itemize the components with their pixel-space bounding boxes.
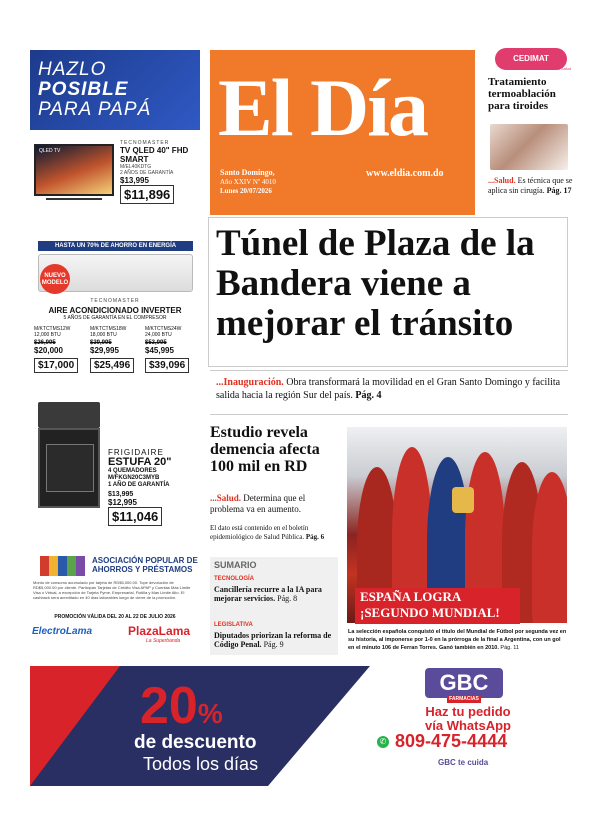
main-page: Pág. 4 (352, 390, 382, 401)
sumario-page: Pág. 9 (261, 640, 284, 649)
discount-ad (30, 666, 370, 786)
stove-model: M/FKGN20C3MYB (108, 475, 160, 481)
ac-model: M/KTCTMS24W (145, 326, 182, 332)
new-model-badge: NUEVO MODELO (40, 264, 70, 294)
photo-cutline-text: La selección española conquistó el título del Mundial de Fútbol por segunda vez en su historia, al imponerse por 1-0 en la prórroga de la final a Argentina, con un gol en el minuto 106 de Ferran Torres. Ganó también en 2010. (348, 629, 567, 651)
sumario-section: TECNOLOGÍA (214, 576, 254, 582)
tv-stand (46, 196, 102, 200)
plazalama-logo: PlazaLama (128, 624, 191, 638)
estudio-deck-text: Determina que el problema va en aumento. (210, 493, 306, 514)
ac-now-price: $29,995 (90, 346, 119, 355)
masthead (210, 50, 475, 215)
gbc-line-1: Haz tu pedido (425, 704, 511, 719)
ac-subtitle: 5 AÑOS DE GARANTÍA EN EL COMPRESOR (63, 315, 167, 321)
tv-model: M/EL40KDTG (120, 164, 152, 170)
ac-btu: 24,000 BTU (145, 332, 172, 338)
estudio-page: Pág. 6 (304, 533, 325, 541)
cedimat-headline: Tratamiento termoablación para tiroides (488, 76, 556, 112)
gbc-phone: 809-475-4444 (395, 731, 508, 751)
photo-cutline (348, 628, 568, 652)
cedimat-kicker: ...Salud. (488, 176, 516, 185)
tv-price-new: $11,896 (120, 185, 174, 204)
gbc-logo: GBC (425, 668, 503, 698)
promo-line-3: PARA PAPÁ (38, 99, 152, 120)
sponsor-legal: Monto de consumo acumulado por tarjeta de RD$5,000.00. Tope devolución de RD$5,000.00 por cliente. Participan Tarjetas de Crédito Visa APAP y Cuentas Más Limite Visa o Virtual, a excepción de Tarjeta Pyme, Empresarial, Flotilla y Mas Limite Alto. El cashback será acreditado en 40 días laborables luego de cierre de la promoción. (33, 580, 191, 600)
stove-price-old: $13,995 (108, 491, 134, 498)
ac-brand: TECNOMASTER (90, 298, 140, 304)
tv-screen-label: QLED TV (39, 148, 61, 154)
cedimat-photo (490, 124, 568, 170)
ac-model: M/KTCTMS12W (34, 326, 71, 332)
photo-caption-line-1: ESPAÑA LOGRA (360, 589, 462, 604)
tv-ad (30, 138, 200, 218)
card-logos (40, 556, 85, 576)
stove-burners: 4 QUEMADORES (108, 468, 157, 474)
sumario-headline (214, 585, 336, 603)
plazalama-tagline: La Superbanda (146, 638, 181, 644)
ac-model: M/KTCTMS18W (90, 326, 127, 332)
sumario-title: SUMARIO (214, 560, 257, 570)
cedimat-page: Pág. 17 (544, 186, 572, 195)
estudio-deck (210, 493, 338, 515)
gbc-line-2: vía WhatsApp (425, 718, 511, 733)
ac-now-price: $45,995 (145, 346, 174, 355)
ac-promo-price: $17,000 (34, 358, 78, 373)
estudio-headline: Estudio revela demencia afecta 100 mil en RD (210, 424, 320, 475)
ac-promo-price: $39,096 (145, 358, 189, 373)
discount-line-1: de descuento (134, 732, 257, 753)
stove-brand: FRIGIDAIRE (108, 448, 164, 457)
tv-title: TV QLED 40" FHD SMART (120, 146, 189, 164)
stove-price-promo: $11,046 (108, 507, 162, 526)
ac-old-price: $26,995 (34, 340, 56, 346)
tv-brand: TECNOMASTER (120, 140, 170, 146)
gbc-farmacias-label: FARMACIAS (447, 696, 481, 703)
ac-energy-banner: HASTA UN 70% DE AHORRO EN ENERGÍA (38, 241, 193, 251)
photo-page: Pág. 11 (498, 645, 519, 651)
main-kicker: ...Inauguración. (216, 377, 284, 388)
stove-ad-text (108, 448, 200, 526)
ac-old-price: $53,995 (145, 340, 167, 346)
sumario-headline (214, 631, 336, 649)
main-deck-text: Obra transformará la movilidad en el Gran Santo Domingo y facilita salida hacia la región Sur del país. (216, 377, 561, 401)
ac-now-price: $20,000 (34, 346, 63, 355)
cedimat-logo-text: CEDIMAT (513, 54, 549, 63)
masthead-website: www.eldia.com.do (366, 168, 444, 179)
promo-line-1: HAZLO (38, 59, 107, 80)
stove-title: ESTUFA 20" (108, 456, 172, 468)
main-deck (216, 376, 566, 402)
sponsor-name: ASOCIACIÓN POPULAR DE AHORROS Y PRÉSTAMOS (92, 556, 198, 574)
cedimat-body: Es técnica que se aplica sin cirugía. (488, 176, 573, 195)
ac-model-card (90, 326, 144, 373)
promo-line-2: POSIBLE (38, 79, 129, 100)
tv-price-old: $13,995 (120, 176, 149, 185)
sumario-headline-text: Cancillería recurre a la IA para mejorar servicios. (214, 585, 322, 603)
discount-percent-sign: % (197, 698, 223, 729)
estudio-extra (210, 524, 340, 542)
ac-btu: 12,000 BTU (34, 332, 61, 338)
main-headline: Túnel de Plaza de la Bandera viene a mejorar el tránsito (216, 223, 535, 344)
sumario-headline-text: Diputados priorizan la reforma de Código Penal. (214, 631, 332, 649)
discount-line-2: Todos los días (143, 754, 259, 774)
photo-caption-line-2: ¡SEGUNDO MUNDIAL! (360, 605, 500, 620)
masthead-edition: Año XXIV Nº 4010 (220, 178, 276, 186)
promo-validity: PROMOCIÓN VÁLIDA DEL 20 AL 22 DE JULIO 2026 (54, 614, 176, 620)
ac-btu: 18,000 BTU (90, 332, 117, 338)
sumario-section: LEGISLATIVA (214, 622, 253, 628)
ac-model-card (145, 326, 199, 373)
electrolama-logo: ElectroLama (32, 626, 93, 637)
promo-banner (30, 50, 200, 130)
estudio-extra-text: El dato está contenido en el boletín epidemiológico de Salud Pública. (210, 524, 309, 541)
whatsapp-icon: ✆ (377, 736, 389, 748)
ac-promo-price: $25,496 (90, 358, 134, 373)
ac-model-card (34, 326, 88, 373)
divider (210, 370, 568, 371)
ac-old-price: $39,995 (90, 340, 112, 346)
sumario-page: Pág. 8 (275, 594, 298, 603)
cedimat-text (488, 176, 578, 196)
cedimat-tag: Plaza de la Salud (540, 66, 572, 71)
stove-price-now: $12,995 (108, 498, 137, 507)
ac-title: AIRE ACONDICIONADO INVERTER (48, 306, 182, 315)
masthead-city: Santo Domingo, (220, 168, 275, 177)
masthead-date: Lunes 20/07/2026 (220, 187, 272, 195)
estudio-kicker: ...Salud. (210, 493, 242, 503)
tv-image (34, 144, 114, 196)
discount-number: 20 (140, 677, 198, 735)
gbc-slogan: GBC te cuida (438, 758, 489, 767)
tv-warranty: 2 AÑOS DE GARANTÍA (120, 170, 174, 176)
stove-warranty: 1 AÑO DE GARANTÍA (108, 482, 170, 488)
divider (210, 414, 568, 415)
stove-image (38, 402, 100, 510)
newspaper-logo: El Día (218, 62, 427, 153)
